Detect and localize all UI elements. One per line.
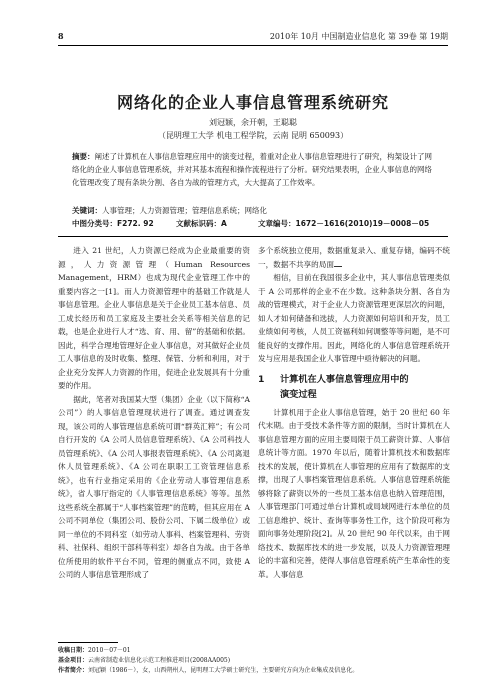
footnotes — [58, 646, 448, 676]
received-label: 收稿日期： — [58, 647, 89, 654]
section-number: 1 — [258, 373, 265, 385]
section-heading — [258, 372, 450, 402]
keywords-label: 关键词： — [72, 206, 102, 215]
author-text: 刘冠颖（1986－），女，山西朔州人，昆明理工大学硕士研究生，主要研究方向为企业集成及信息化。 — [88, 667, 359, 674]
clc-number: 中图分类号：F272. 92 — [72, 219, 154, 228]
author-note — [58, 666, 448, 676]
section-title-line1: 计算机在人事信息管理应用中的 — [280, 373, 409, 385]
received-note — [58, 646, 448, 656]
right-column — [258, 244, 450, 581]
article-title: 网络化的企业人事信息管理系统研究 — [116, 93, 389, 112]
fund-note — [58, 656, 448, 666]
article-id: 文章编号：1672－1616(2010)19－0008－05 — [258, 219, 430, 228]
header-rule — [58, 45, 448, 46]
fund-label: 基金项目： — [58, 657, 89, 664]
document-code: 文献标识码：A — [176, 219, 227, 228]
body-paragraph: 相信，目前在我国很多企业中，其人事信息管理类似于 A 公司那样的企业不在少数。这种条块分割、各自为战的管理模式，对于企业人力资源管理更深层次的问题，如人才如何储备和选拔，人力资源如何培训和开发，员工业绩如何考核，人员工资福利如何调整等等问题，是不可能良好的支撑作用。因此，网络化的人事信息管理系统开发与应用是我国企业人事管理中亟待解决的问题。 — [258, 273, 450, 363]
body-paragraph — [258, 244, 450, 271]
article-affiliation: （昆明理工大学 机电工程学院，云南 昆明 650093） — [157, 131, 349, 140]
abstract-label: 摘要： — [72, 152, 95, 161]
section-title-line2: 演变过程 — [280, 388, 317, 400]
keywords — [72, 205, 437, 217]
keywords-text: 人事管理；人力资源管理；管理信息系统；网络化 — [102, 206, 267, 215]
text-cursor-mark — [334, 266, 342, 267]
abstract-rule — [58, 236, 448, 237]
page-number: 8 — [58, 31, 64, 41]
abstract — [72, 150, 437, 189]
body-paragraph: 据此，笔者对我国某大型（集团）企业（以下简称“A 公司”）的人事信息管理现状进行了调查。通过调查发现，该公司的人事管理信息系统可谓“群英汇粹”；有公司自行开发的《A 公司人员信息管理系统》、《A 公司科技人员管理系统》、《A 公司人事报表管理系统》、《A 公司离退休人员管理系统》、《A 公司在职职工工资管理信息系统》，也有行业指定采用的《企业劳动人事管理信息系统》，省人事厅指定的《人事管理信息系统》等等。虽然这些系统全都属于“人事档案管理”的范畴，但其应用在 A 公司不同单位（集团公司、股份公司、下属二级单位）或同一单位的不同科室（如劳动人事科、档案管理科、劳资科、社保科、组织干部科等科室）却各自为战。由于各单位所使用的软件平台不同，管理的侧重点不同，致使 A 公司的人事信息管理形成了 — [58, 394, 250, 579]
author-label: 作者简介： — [58, 667, 89, 674]
abstract-text: 阐述了计算机在人事信息管理应用中的演变过程，着重对企业人事信息管理进行了研究，构架设计了网络化的企业人事信息管理系统，并对其基本流程和操作流程进行了分析。研究结果表明，企业人事信息的网络化管理改变了现有条块分割、各自为战的管理方式，大大提高了工作效率。 — [72, 152, 432, 187]
footnote-rule — [58, 642, 118, 643]
article-authors: 刘冠颖，余开朝，王聪聪 — [209, 118, 297, 127]
received-date: 2010－07－01 — [88, 647, 131, 654]
running-header — [58, 30, 448, 43]
journal-info: 2010年 10月 中国制造业信息化 第 39卷 第 19期 — [269, 32, 448, 41]
body-paragraph: 计算机用于企业人事信息管理，始于 20 世纪 60 年代末期。由于受技术条件等方面的限制，当时计算机在人事信息管理方面的应用主要局限于员工薪资计算、人事信息统计等方面。1970 年以后，随着计算机技术和数据库技术的发展，使计算机在人事管理的应用有了数据库的支撑，出现了人事档案管理信息系统。人事信息管理系统能够将除了薪资以外的一些员工基本信息也纳入管理范围，人事管理部门可通过单台计算机或局域网进行本单位的员工信息维护、统计、查询等事务性工作，这个阶段可称为面向事务处理阶段[2]。从 20 世纪 90 年代以来，由于网络技术、数据库技术的进一步发展，以及人力资源管理理论的丰富和完善，使得人事信息管理系统产生革命性的变革。人事信息 — [258, 407, 450, 579]
left-column — [58, 244, 250, 582]
fund-text: 云南省制造业信息化示范工程推进项目(2008AA005) — [88, 657, 231, 664]
body-paragraph: 进入 21 世纪，人力资源已经成为企业最重要的资源，人力资源管理（Human Resources Management，HRM）也成为现代企业管理工作中的重要内容之一[1]。而人力资源管理中的基础工作就是人事信息管理。企业人事信息是关于企业员工基本信息、员工成长经历和员工家庭及主要社会关系等相关信息的记载，也是企业进行人才“选、育、用、留”的基础和依据。因此，科学合理地管理好企业人事信息，对其做好企业员工人事信息的及时收集、整理、保管、分析和利用，对于企业充分发挥人力资源的作用，促进企业发展具有十分重要的作用。 — [58, 246, 250, 390]
body-text: 多个系统独立使用，数据重复录入、重复存储，编码不统一，数据不共享的局面 — [258, 246, 450, 269]
